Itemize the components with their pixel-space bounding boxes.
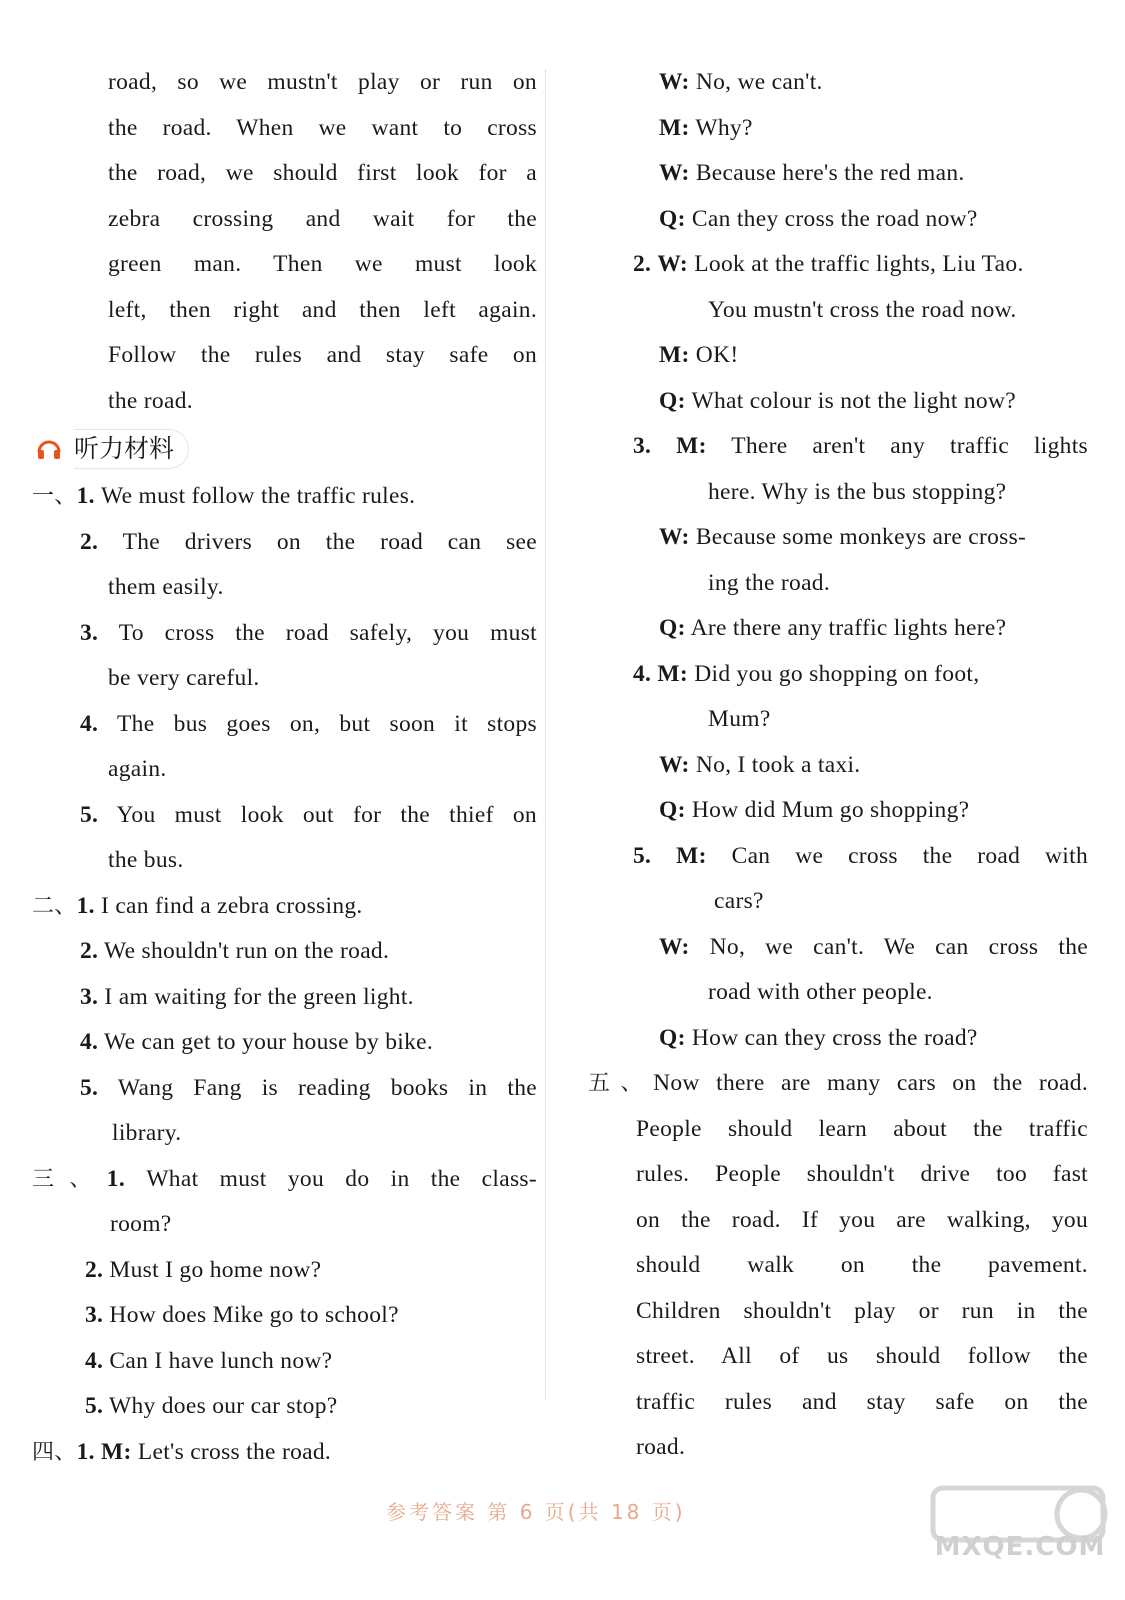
- section-1-item: [32, 611, 537, 657]
- passage-line: the road.: [108, 387, 193, 414]
- section-3-item: [32, 1157, 537, 1203]
- speaker-label: Q:: [659, 1024, 686, 1051]
- dialogue-text: Why?: [695, 114, 753, 141]
- speaker-label: Q:: [659, 615, 686, 641]
- dialogue-text: Are there any traffic lights here?: [690, 615, 1007, 641]
- dialogue-continuation: here. Why is the bus stopping?: [708, 478, 1007, 505]
- passage-line: zebra crossing and wait for the: [108, 205, 537, 232]
- dialogue-line: [588, 242, 1088, 288]
- dialogue-text: Can we cross the road with: [731, 842, 1088, 869]
- dialogue-text: How did Mum go shopping?: [691, 797, 970, 823]
- dialogue-text: No, I took a taxi.: [695, 751, 861, 778]
- item-number: 3.: [85, 1302, 104, 1328]
- question-line: [588, 197, 1088, 243]
- item-continuation: the bus.: [108, 847, 184, 873]
- dialogue-line: [588, 60, 1088, 106]
- passage-line: the road, we should first look for a: [108, 160, 537, 186]
- item-number: 5.: [633, 842, 652, 869]
- speaker-label: W:: [657, 251, 689, 277]
- left-column: [32, 60, 537, 1475]
- item-number: 5.: [80, 1074, 99, 1101]
- dialogue-line: [588, 106, 1088, 152]
- question-line: [588, 788, 1088, 834]
- dialogue-continuation: ing the road.: [708, 569, 831, 596]
- speaker-label: W:: [659, 69, 690, 95]
- item-number: 5.: [80, 801, 99, 828]
- passage-line: People should learn about the traffic: [636, 1115, 1088, 1142]
- passage-line: [588, 1061, 1088, 1107]
- item-continuation: library.: [112, 1120, 182, 1146]
- speaker-label: Q:: [659, 205, 686, 232]
- item-number: 2.: [80, 528, 99, 555]
- item-text: I am waiting for the green light.: [104, 983, 414, 1010]
- item-number: 3.: [80, 619, 99, 646]
- item-continuation: them easily.: [108, 574, 224, 600]
- passage-line: the road. When we want to cross: [108, 114, 537, 141]
- question-line: [588, 606, 1088, 652]
- item-text: How does Mike go to school?: [109, 1302, 399, 1328]
- dialogue-continuation: cars?: [714, 888, 764, 914]
- dialogue-continuation: Mum?: [708, 706, 771, 732]
- speaker-label: M:: [101, 1438, 132, 1465]
- section-mark: 四、: [32, 1439, 77, 1465]
- speaker-label: M:: [676, 433, 707, 459]
- dialogue-text: There aren't any traffic lights: [731, 433, 1088, 459]
- passage-line: should walk on the pavement.: [636, 1252, 1088, 1278]
- item-continuation: room?: [110, 1211, 172, 1237]
- dialogue-text: How can they cross the road?: [691, 1024, 978, 1051]
- dialogue-continuation: road with other people.: [708, 979, 933, 1005]
- dialogue-text: What colour is not the light now?: [691, 387, 1016, 414]
- passage-line: rules. People shouldn't drive too fast: [636, 1161, 1088, 1187]
- dialogue-continuation: You mustn't cross the road now.: [708, 296, 1017, 323]
- section-3-item: [32, 1384, 537, 1430]
- section-mark: 二、: [32, 893, 77, 919]
- dialogue-line: [588, 424, 1088, 470]
- speaker-label: M:: [657, 660, 689, 687]
- watermark-domain: MXQE.COM: [934, 1532, 1106, 1562]
- section-2-item: [32, 929, 537, 975]
- speaker-label: W:: [659, 524, 690, 550]
- speaker-label: Q:: [659, 797, 686, 823]
- dialogue-line: [588, 834, 1088, 880]
- passage-line: traffic rules and stay safe on the: [636, 1388, 1088, 1415]
- item-text: Wang Fang is reading books in the: [117, 1074, 537, 1101]
- listening-material-heading: [36, 424, 537, 474]
- headphones-icon: [36, 436, 62, 462]
- section-3-item: [32, 1339, 537, 1385]
- item-text: Must I go home now?: [109, 1256, 322, 1283]
- item-number: 4.: [80, 1029, 99, 1055]
- speaker-label: M:: [659, 114, 690, 141]
- item-number: 4.: [633, 660, 652, 687]
- passage-line: Children shouldn't play or run in the: [636, 1297, 1088, 1324]
- section-1-item: [32, 793, 537, 839]
- dialogue-text: Because here's the red man.: [695, 160, 965, 186]
- item-text: We must follow the traffic rules.: [101, 483, 416, 509]
- item-text: The drivers on the road can see: [122, 528, 537, 555]
- item-number: 2.: [85, 1256, 104, 1283]
- passage-line: on the road. If you are walking, you: [636, 1206, 1088, 1233]
- item-number: 1.: [76, 483, 95, 509]
- column-divider: [545, 70, 546, 1400]
- heading-text: 听力材料: [74, 429, 189, 469]
- item-text: Why does our car stop?: [109, 1393, 338, 1419]
- dialogue-text: No, we can't.: [695, 69, 823, 95]
- dialogue-text: No, we can't. We can cross the: [709, 933, 1088, 960]
- passage-line: Follow the rules and stay safe on: [108, 342, 537, 368]
- item-number: 5.: [85, 1393, 104, 1419]
- item-number: 1.: [76, 892, 95, 919]
- item-number: 1.: [76, 1438, 95, 1465]
- item-number: 3.: [633, 433, 652, 459]
- section-1-item: [32, 702, 537, 748]
- section-3-item: [32, 1293, 537, 1339]
- item-text: You must look out for the thief on: [116, 801, 537, 828]
- dialogue-line: [588, 515, 1088, 561]
- passage-line: street. All of us should follow the: [636, 1343, 1088, 1369]
- dialogue-line: [588, 743, 1088, 789]
- passage-line: road.: [636, 1434, 686, 1460]
- section-2-item: [32, 884, 537, 930]
- dialogue-line: [588, 925, 1088, 971]
- section-1-item: [32, 474, 537, 520]
- dialogue-text: Can they cross the road now?: [691, 205, 978, 232]
- speaker-label: W:: [659, 160, 690, 186]
- section-2-item: [32, 1020, 537, 1066]
- speaker-label: M:: [659, 342, 690, 368]
- dialogue-line: [588, 652, 1088, 698]
- item-text: The bus goes on, but soon it stops: [117, 710, 537, 737]
- dialogue-line: [588, 151, 1088, 197]
- page-footer: 参考答案 第 6 页(共 18 页): [386, 1500, 686, 1524]
- right-column: [588, 60, 1088, 1471]
- item-number: 4.: [85, 1347, 104, 1374]
- section-mark: 五、: [588, 1071, 654, 1096]
- speaker-label: W:: [659, 751, 690, 778]
- dialogue-text: Did you go shopping on foot,: [694, 660, 980, 687]
- section-2-item: [32, 975, 537, 1021]
- item-continuation: again.: [108, 756, 167, 782]
- item-text: To cross the road safely, you must: [118, 619, 537, 646]
- item-text: What must you do in the class-: [146, 1165, 537, 1192]
- passage-line: green man. Then we must look: [108, 251, 537, 277]
- item-number: 4.: [80, 710, 99, 737]
- item-text: We shouldn't run on the road.: [104, 938, 390, 964]
- question-line: [588, 1016, 1088, 1062]
- section-3-item: [32, 1248, 537, 1294]
- item-number: 1.: [106, 1165, 126, 1192]
- item-text: I can find a zebra crossing.: [101, 892, 363, 919]
- item-text: Can I have lunch now?: [109, 1347, 333, 1374]
- item-continuation: be very careful.: [108, 665, 260, 691]
- question-line: [588, 379, 1088, 425]
- section-mark: 三、: [32, 1166, 107, 1192]
- item-number: 3.: [80, 983, 99, 1010]
- item-text: Let's cross the road.: [137, 1438, 332, 1465]
- dialogue-text: Because some monkeys are cross-: [695, 524, 1027, 550]
- item-number: 2.: [633, 251, 652, 277]
- dialogue-text: OK!: [695, 342, 739, 368]
- section-1-item: [32, 520, 537, 566]
- passage-line: road, so we mustn't play or run on: [108, 69, 537, 95]
- section-mark: 一、: [32, 484, 77, 509]
- passage-line: left, then right and then left again.: [108, 296, 537, 323]
- section-4-item: [32, 1430, 537, 1476]
- section-2-item: [32, 1066, 537, 1112]
- item-text: We can get to your house by bike.: [104, 1029, 434, 1055]
- speaker-label: W:: [659, 933, 690, 960]
- item-number: 2.: [80, 938, 99, 964]
- passage-text: Now there are many cars on the road.: [653, 1070, 1088, 1096]
- speaker-label: Q:: [659, 387, 686, 414]
- speaker-label: M:: [676, 842, 707, 869]
- dialogue-text: Look at the traffic lights, Liu Tao.: [694, 251, 1024, 277]
- dialogue-line: [588, 333, 1088, 379]
